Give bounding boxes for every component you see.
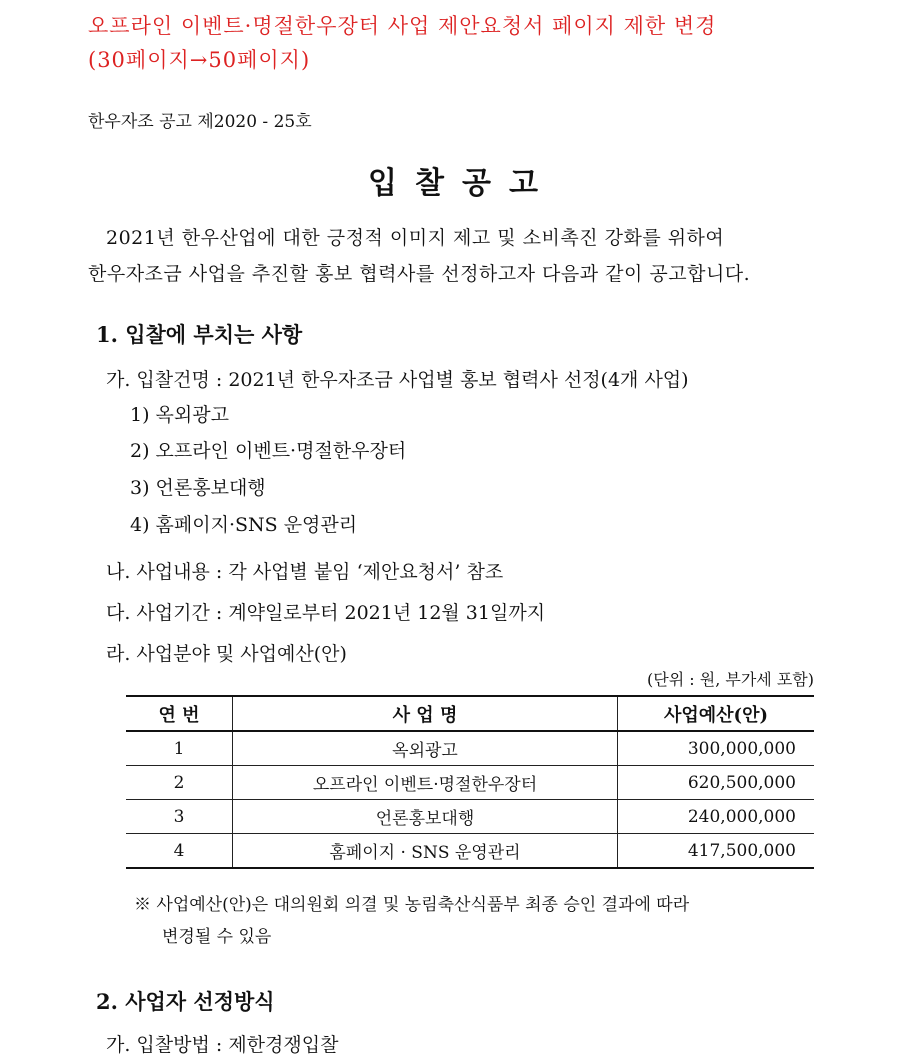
item-business-content: 나. 사업내용 : 각 사업별 붙임 ‘제안요청서’ 참조 [106, 561, 504, 583]
row-budget: 300,000,000 [618, 731, 815, 766]
row-business-name: 언론홍보대행 [233, 800, 618, 834]
item-business-period: 다. 사업기간 : 계약일로부터 2021년 12월 31일까지 [106, 602, 546, 624]
intro-line2: 한우자조금 사업을 추진할 홍보 협력사를 선정하고자 다음과 같이 공고합니다. [88, 263, 751, 285]
row-budget: 620,500,000 [618, 766, 815, 800]
item-bid-method: 가. 입찰방법 : 제한경쟁입찰 [106, 1034, 339, 1056]
header-number: 연 번 [126, 696, 233, 731]
sub-item-2: 2) 오프라인 이벤트·명절한우장터 [130, 440, 407, 462]
table-row [126, 834, 814, 869]
footnote-line2: 변경될 수 있음 [162, 927, 272, 947]
table-row [126, 800, 814, 834]
row-number: 1 [126, 731, 233, 766]
row-business-name: 옥외광고 [233, 731, 618, 766]
row-budget: 240,000,000 [618, 800, 815, 834]
header-business-name: 사 업 명 [233, 696, 618, 731]
notice-number: 한우자조 공고 제2020 - 25호 [88, 112, 312, 132]
row-business-name: 오프라인 이벤트·명절한우장터 [233, 766, 618, 800]
row-number: 3 [126, 800, 233, 834]
row-budget: 417,500,000 [618, 834, 815, 869]
sub-item-1: 1) 옥외광고 [130, 404, 229, 426]
table-row [126, 766, 814, 800]
change-notice-line2: (30페이지→50페이지) [88, 48, 311, 72]
section1-heading: 1. 입찰에 부치는 사항 [96, 322, 303, 347]
item-business-budget: 라. 사업분야 및 사업예산(안) [106, 643, 347, 665]
row-number: 4 [126, 834, 233, 869]
unit-note: (단위 : 원, 부가세 포함) [647, 670, 814, 689]
budget-table [126, 695, 814, 869]
footnote-line1: ※ 사업예산(안)은 대의원회 의결 및 농림축산식품부 최종 승인 결과에 따라 [134, 895, 690, 915]
table-row [126, 731, 814, 766]
sub-item-3: 3) 언론홍보대행 [130, 477, 266, 499]
change-notice-line1: 오프라인 이벤트·명절한우장터 사업 제안요청서 페이지 제한 변경 [88, 14, 717, 38]
intro-line1: 2021년 한우산업에 대한 긍정적 이미지 제고 및 소비촉진 강화를 위하여 [106, 227, 725, 249]
row-business-name: 홈페이지 · SNS 운영관리 [233, 834, 618, 869]
row-number: 2 [126, 766, 233, 800]
section2-heading: 2. 사업자 선정방식 [96, 989, 275, 1014]
table-header-row [126, 696, 814, 731]
item-bid-title: 가. 입찰건명 : 2021년 한우자조금 사업별 홍보 협력사 선정(4개 사업) [106, 369, 689, 391]
header-budget: 사업예산(안) [618, 696, 815, 731]
page-title: 입찰공고 [368, 166, 556, 201]
sub-item-4: 4) 홈페이지·SNS 운영관리 [130, 514, 358, 536]
